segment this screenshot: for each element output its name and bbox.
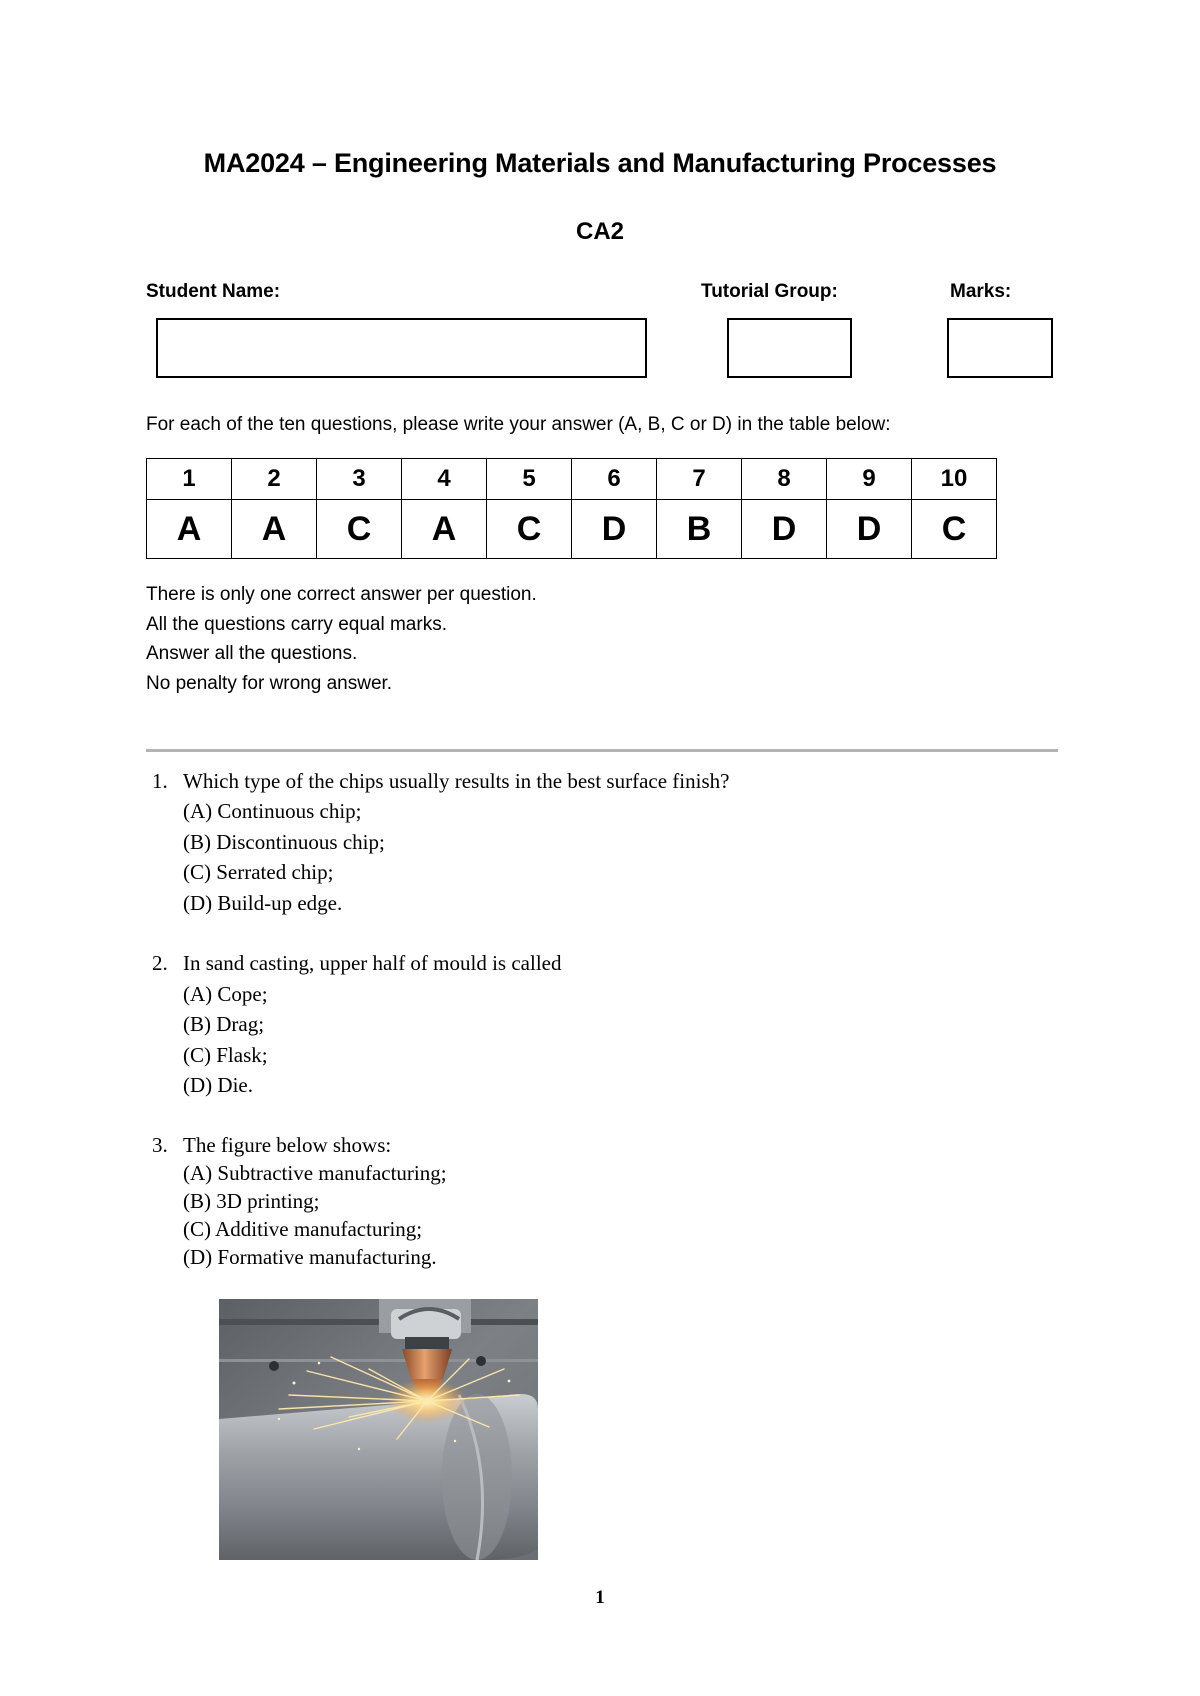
page-number: 1 [595, 1587, 605, 1608]
answer-cell[interactable]: C [912, 500, 997, 559]
question-option: (C) Additive manufacturing; [183, 1217, 423, 1241]
question-number-cell: 9 [827, 459, 912, 500]
section-divider [146, 749, 1058, 752]
question-text: The figure below shows: [183, 1133, 392, 1157]
question-option: (A) Cope; [183, 982, 268, 1006]
question-number: 1. [152, 769, 168, 793]
instructions-text: For each of the ten questions, please write your answer (A, B, C or D) in the table below: [146, 414, 891, 435]
answer-cell[interactable]: C [317, 500, 402, 559]
question-number-cell: 10 [912, 459, 997, 500]
tutorial-group-field[interactable] [727, 318, 852, 378]
question-number-cell: 7 [657, 459, 742, 500]
student-name-label: Student Name: [146, 281, 281, 302]
tutorial-group-label: Tutorial Group: [701, 281, 838, 302]
question-text: Which type of the chips usually results in the best surface finish? [183, 769, 730, 793]
question-option: (C) Flask; [183, 1043, 268, 1067]
answer-cell[interactable]: A [402, 500, 487, 559]
question-option: (D) Die. [183, 1073, 253, 1097]
laser-cutting-photo [219, 1299, 538, 1560]
question-number-cell: 4 [402, 459, 487, 500]
answer-table-header-row [147, 459, 997, 500]
question-option: (B) Discontinuous chip; [183, 830, 385, 854]
answer-cell[interactable]: A [232, 500, 317, 559]
question-option: (C) Serrated chip; [183, 860, 334, 884]
rule-line: All the questions carry equal marks. [146, 614, 447, 635]
answer-cell[interactable]: A [147, 500, 232, 559]
question-option: (B) 3D printing; [183, 1189, 320, 1213]
answer-cell[interactable]: D [572, 500, 657, 559]
question-option: (D) Build-up edge. [183, 891, 343, 915]
answer-cell[interactable]: B [657, 500, 742, 559]
question-number-cell: 1 [147, 459, 232, 500]
rule-line: No penalty for wrong answer. [146, 673, 393, 694]
question-number-cell: 6 [572, 459, 657, 500]
question-number-cell: 8 [742, 459, 827, 500]
question-number: 3. [152, 1133, 168, 1157]
marks-label: Marks: [950, 281, 1012, 302]
answer-cell[interactable]: C [487, 500, 572, 559]
question-option: (A) Continuous chip; [183, 799, 362, 823]
rule-line: There is only one correct answer per question. [146, 584, 537, 605]
document-title: MA2024 – Engineering Materials and Manufacturing Processes [203, 148, 997, 178]
question-text: In sand casting, upper half of mould is called [183, 951, 562, 975]
student-name-field[interactable] [156, 318, 647, 378]
rule-line: Answer all the questions. [146, 643, 358, 664]
answer-table [146, 458, 997, 559]
question-option: (D) Formative manufacturing. [183, 1245, 437, 1269]
answer-cell[interactable]: D [742, 500, 827, 559]
answer-cell[interactable]: D [827, 500, 912, 559]
marks-field[interactable] [947, 318, 1053, 378]
question-option: (B) Drag; [183, 1012, 265, 1036]
question-number-cell: 3 [317, 459, 402, 500]
question-number: 2. [152, 951, 168, 975]
answer-table-answer-row [147, 500, 997, 559]
question-number-cell: 5 [487, 459, 572, 500]
question-number-cell: 2 [232, 459, 317, 500]
document-subtitle: CA2 [575, 218, 624, 245]
question-option: (A) Subtractive manufacturing; [183, 1161, 447, 1185]
